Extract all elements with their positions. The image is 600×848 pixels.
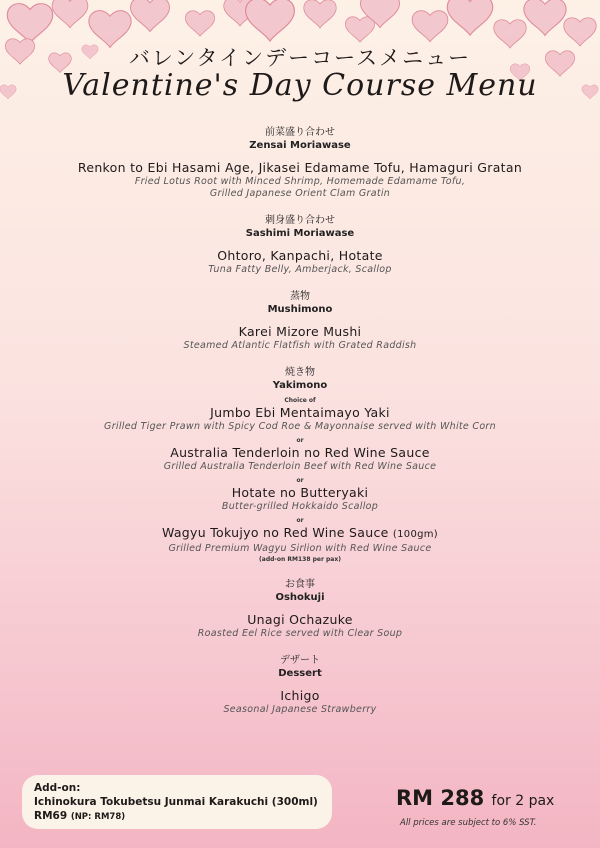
dish-name: Ohtoro, Kanpachi, Hotate <box>217 248 383 263</box>
section-sashimi <box>0 214 600 276</box>
section-mushimono <box>0 290 600 352</box>
dish-weight-note: (100gm) <box>392 529 439 540</box>
dish-description: Fried Lotus Root with Minced Shrimp, Homemade Edamame Tofu, <box>134 176 466 187</box>
section-title-en: Dessert <box>278 668 322 679</box>
addon-name: Ichinokura Tokubetsu Junmai Karakuchi (300ml) <box>34 796 318 808</box>
section-title-en: Mushimono <box>267 304 333 315</box>
dish-name: Karei Mizore Mushi <box>238 324 362 339</box>
page-title-en: Valentine's Day Course Menu <box>62 68 538 103</box>
course-menu <box>0 126 600 730</box>
dish-description: Grilled Japanese Orient Clam Gratin <box>209 188 391 199</box>
sst-note: All prices are subject to 6% SST. <box>400 818 537 828</box>
addon-price: RM69 <box>34 810 68 822</box>
section-yakimono <box>0 366 600 564</box>
page-title-jp: バレンタインデーコースメニュー <box>128 46 472 70</box>
section-zensai <box>0 126 600 200</box>
dish-name: Unagi Ochazuke <box>247 612 353 627</box>
section-title-jp: 前菜盛り合わせ <box>265 127 335 138</box>
dish-name: Wagyu Tokujyo no Red Wine Sauce <box>161 525 389 540</box>
choice-label: Choice of <box>284 397 316 404</box>
dish-name: Australia Tenderloin no Red Wine Sauce <box>170 445 430 460</box>
section-title-jp: お食事 <box>285 579 315 590</box>
dish-name: Hotate no Butteryaki <box>231 485 369 500</box>
dish-description: Tuna Fatty Belly, Amberjack, Scallop <box>208 264 392 275</box>
section-title-en: Sashimi Moriawase <box>245 228 355 239</box>
dish-name: Jumbo Ebi Mentaimayo Yaki <box>210 405 390 420</box>
dish-description: Steamed Atlantic Flatfish with Grated Raddish <box>183 340 417 351</box>
dish-description: Grilled Tiger Prawn with Spicy Cod Roe & Mayonnaise served with White Corn <box>104 421 496 432</box>
or-label: or <box>296 477 304 484</box>
section-title-jp: デザート <box>280 655 320 666</box>
dish-description: Seasonal Japanese Strawberry <box>223 704 377 715</box>
addon-price-line <box>34 809 320 824</box>
dish-name: Renkon to Ebi Hasami Age, Jikasei Edamame Tofu, Hamaguri Gratan <box>77 160 523 175</box>
addon-normal-price: (NP: RM78) <box>70 812 126 822</box>
price-pax: for 2 pax <box>491 793 555 809</box>
dish-name: Ichigo <box>280 688 320 703</box>
section-title-en: Yakimono <box>272 380 328 391</box>
section-dessert <box>0 654 600 716</box>
or-label: or <box>296 517 304 524</box>
dish-description: Grilled Premium Wagyu Sirlion with Red Wine Sauce <box>168 543 432 554</box>
course-price <box>396 786 586 810</box>
section-title-en: Zensai Moriawase <box>249 140 351 151</box>
dish-description: Roasted Eel Rice served with Clear Soup <box>197 628 403 639</box>
addon-box <box>22 775 332 829</box>
section-title-jp: 焼き物 <box>285 367 315 378</box>
dish-description: Grilled Australia Tenderloin Beef with Red Wine Sauce <box>163 461 437 472</box>
price-amount: RM 288 <box>396 786 485 810</box>
section-title-en: Oshokuji <box>275 592 325 603</box>
section-title-jp: 刺身盛り合わせ <box>265 215 335 226</box>
section-oshokuji <box>0 578 600 640</box>
or-label: or <box>296 437 304 444</box>
dish-description: Butter-grilled Hokkaido Scallop <box>221 501 379 512</box>
addon-label: Add-on: <box>34 782 81 794</box>
addon-note: (add-on RM138 per pax) <box>259 556 341 563</box>
dish-name-with-note <box>0 525 600 543</box>
section-title-jp: 蒸物 <box>290 291 310 302</box>
